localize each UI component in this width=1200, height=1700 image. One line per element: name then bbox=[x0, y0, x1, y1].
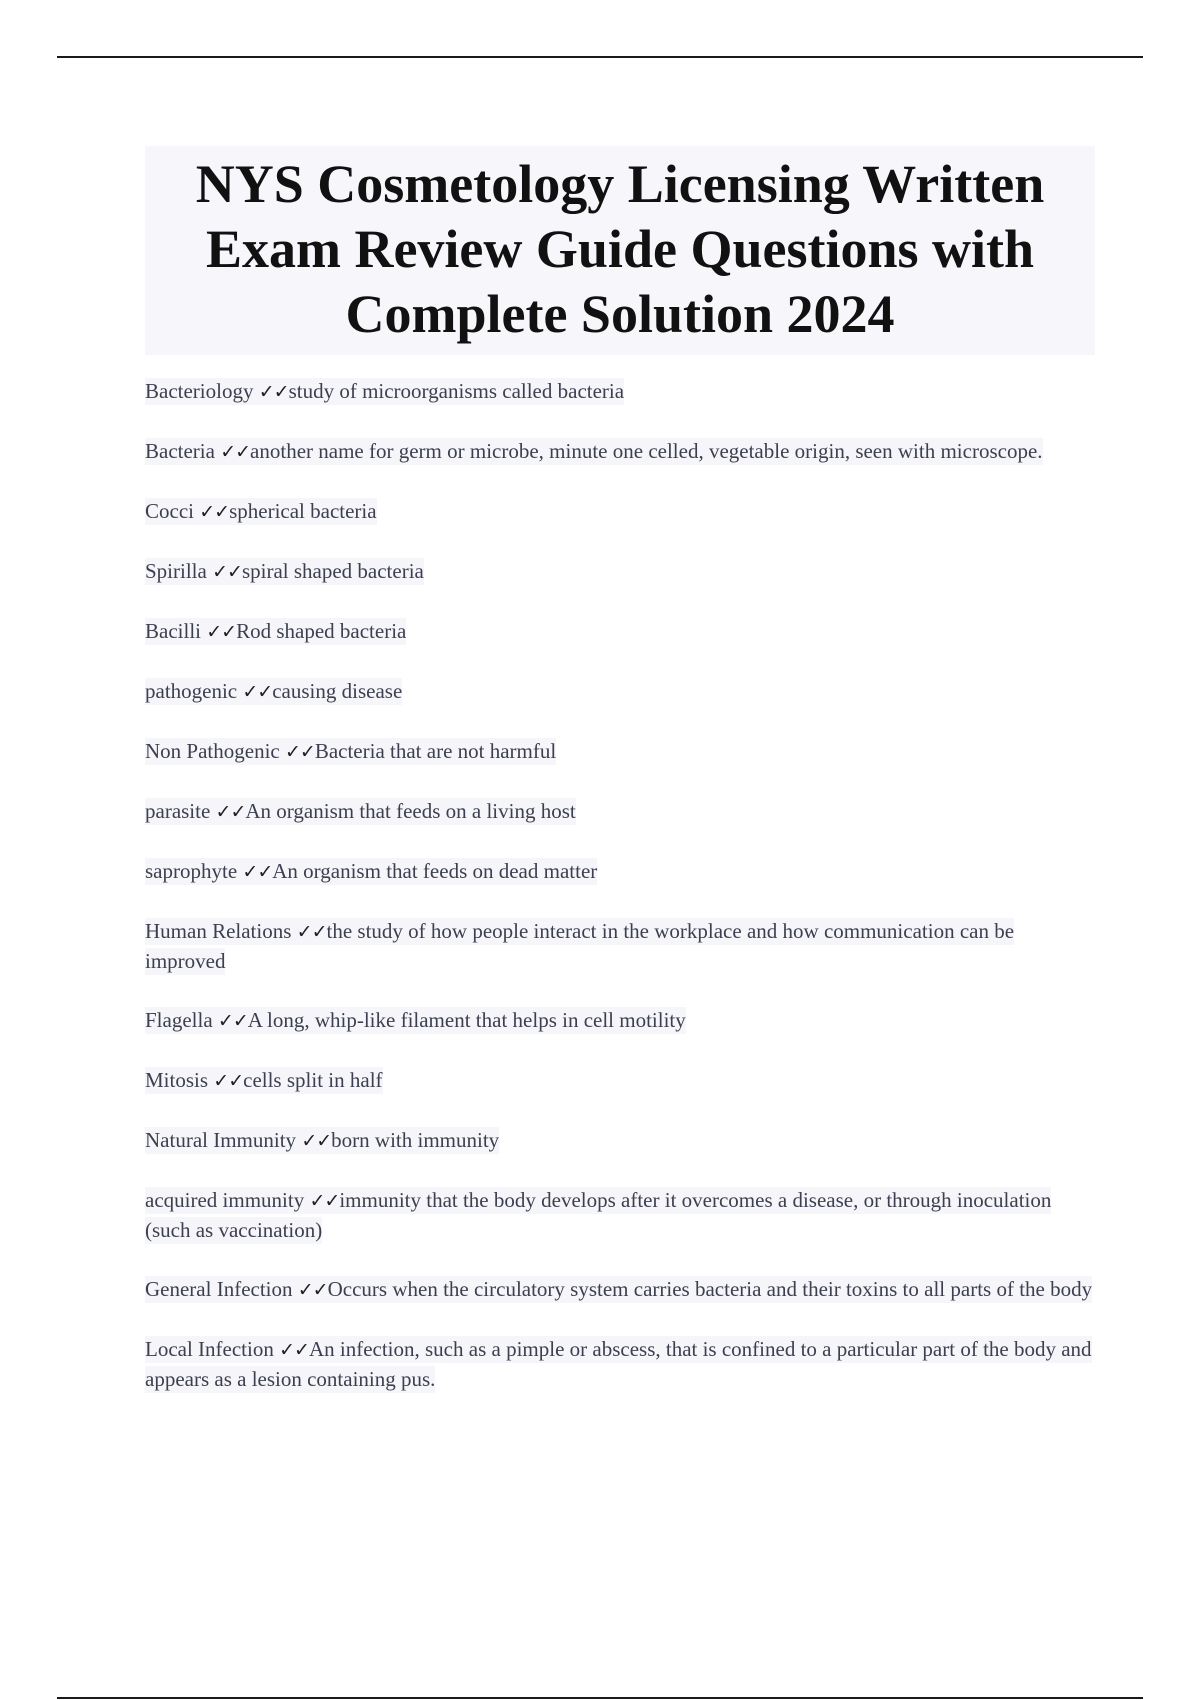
entry-term: Local Infection bbox=[145, 1337, 274, 1361]
double-check-icon: ✓✓ bbox=[220, 441, 251, 463]
flashcard-entry bbox=[145, 677, 1095, 707]
double-check-icon: ✓✓ bbox=[215, 801, 246, 823]
entry-definition: the study of how people interact in the workplace and how communication can be improved bbox=[145, 919, 1015, 973]
double-check-icon: ✓✓ bbox=[217, 1010, 248, 1032]
entry-text bbox=[145, 378, 624, 405]
flashcard-entry bbox=[145, 1275, 1095, 1305]
flashcard-entry bbox=[145, 437, 1095, 467]
flashcard-entry bbox=[145, 1126, 1095, 1156]
flashcard-entry bbox=[145, 857, 1095, 887]
flashcard-entry bbox=[145, 1186, 1095, 1245]
entry-definition: An organism that feeds on dead matter bbox=[272, 859, 598, 883]
entry-text bbox=[145, 1187, 1051, 1244]
entry-text bbox=[145, 1067, 383, 1094]
flashcard-entry bbox=[145, 497, 1095, 527]
entry-text bbox=[145, 618, 406, 645]
entry-term: General Infection bbox=[145, 1277, 293, 1301]
document-page bbox=[145, 146, 1095, 1424]
entry-definition: An infection, such as a pimple or abscess, that is confined to a particular part of the body and appears as a lesion containing pus. bbox=[145, 1337, 1092, 1391]
entry-term: Bacteria bbox=[145, 439, 215, 463]
entry-text bbox=[145, 918, 1014, 975]
entry-text bbox=[145, 438, 1043, 465]
entry-term: Mitosis bbox=[145, 1068, 209, 1092]
entry-definition: spherical bacteria bbox=[229, 499, 377, 523]
entry-definition: immunity that the body develops after it overcomes a disease, or through inoculation (such as vaccination) bbox=[145, 1188, 1052, 1242]
double-check-icon: ✓✓ bbox=[242, 681, 273, 703]
flashcard-entry bbox=[145, 377, 1095, 407]
flashcard-entry bbox=[145, 557, 1095, 587]
flashcard-entry bbox=[145, 1335, 1095, 1394]
entry-text bbox=[145, 738, 556, 765]
entry-definition: another name for germ or microbe, minute one celled, vegetable origin, seen with microscope. bbox=[250, 439, 1043, 463]
flashcard-entry bbox=[145, 797, 1095, 827]
entry-definition: An organism that feeds on a living host bbox=[245, 799, 576, 823]
entry-text bbox=[145, 798, 576, 825]
entry-term: acquired immunity bbox=[145, 1188, 305, 1212]
flashcard-entry bbox=[145, 917, 1095, 976]
entry-term: parasite bbox=[145, 799, 211, 823]
entry-definition: study of microorganisms called bacteria bbox=[288, 379, 625, 403]
entry-text bbox=[145, 678, 402, 705]
entry-text bbox=[145, 498, 377, 525]
entry-definition: Rod shaped bacteria bbox=[236, 619, 407, 643]
entry-term: pathogenic bbox=[145, 679, 238, 703]
double-check-icon: ✓✓ bbox=[284, 741, 315, 763]
entry-definition: causing disease bbox=[272, 679, 403, 703]
entry-text bbox=[145, 858, 597, 885]
entry-definition: spiral shaped bacteria bbox=[241, 559, 424, 583]
flashcard-entry bbox=[145, 1066, 1095, 1096]
entry-definition: cells split in half bbox=[243, 1068, 383, 1092]
double-check-icon: ✓✓ bbox=[258, 381, 289, 403]
bottom-rule bbox=[57, 1697, 1143, 1699]
double-check-icon: ✓✓ bbox=[206, 621, 237, 643]
double-check-icon: ✓✓ bbox=[213, 1070, 244, 1092]
entry-definition: Bacteria that are not harmful bbox=[314, 739, 557, 763]
flashcard-entry bbox=[145, 1006, 1095, 1036]
entry-term: Flagella bbox=[145, 1008, 213, 1032]
entry-term: Natural Immunity bbox=[145, 1128, 297, 1152]
entry-term: Spirilla bbox=[145, 559, 207, 583]
entry-term: Cocci bbox=[145, 499, 194, 523]
double-check-icon: ✓✓ bbox=[309, 1190, 340, 1212]
entry-definition: Occurs when the circulatory system carries bacteria and their toxins to all parts of the body bbox=[327, 1277, 1093, 1301]
top-rule bbox=[57, 56, 1143, 58]
entry-text bbox=[145, 1276, 1092, 1303]
entry-term: Non Pathogenic bbox=[145, 739, 280, 763]
double-check-icon: ✓✓ bbox=[199, 501, 230, 523]
entry-text bbox=[145, 1336, 1092, 1393]
entry-term: Human Relations bbox=[145, 919, 292, 943]
double-check-icon: ✓✓ bbox=[296, 921, 327, 943]
title-block bbox=[145, 146, 1095, 355]
double-check-icon: ✓✓ bbox=[301, 1130, 332, 1152]
double-check-icon: ✓✓ bbox=[279, 1339, 309, 1361]
entry-definition: A long, whip-like filament that helps in cell motility bbox=[247, 1008, 686, 1032]
document-title: NYS Cosmetology Licensing Written Exam Review Guide Questions with Complete Solution 2024 bbox=[195, 154, 1045, 344]
double-check-icon: ✓✓ bbox=[242, 861, 273, 883]
entry-term: saprophyte bbox=[145, 859, 238, 883]
flashcard-entry bbox=[145, 737, 1095, 767]
entry-term: Bacilli bbox=[145, 619, 201, 643]
double-check-icon: ✓✓ bbox=[212, 561, 242, 583]
entry-term: Bacteriology bbox=[145, 379, 254, 403]
entry-definition: born with immunity bbox=[331, 1128, 500, 1152]
flashcard-list bbox=[145, 377, 1095, 1394]
entry-text bbox=[145, 558, 424, 585]
entry-text bbox=[145, 1007, 686, 1034]
flashcard-entry bbox=[145, 617, 1095, 647]
entry-text bbox=[145, 1127, 499, 1154]
double-check-icon: ✓✓ bbox=[297, 1279, 328, 1301]
